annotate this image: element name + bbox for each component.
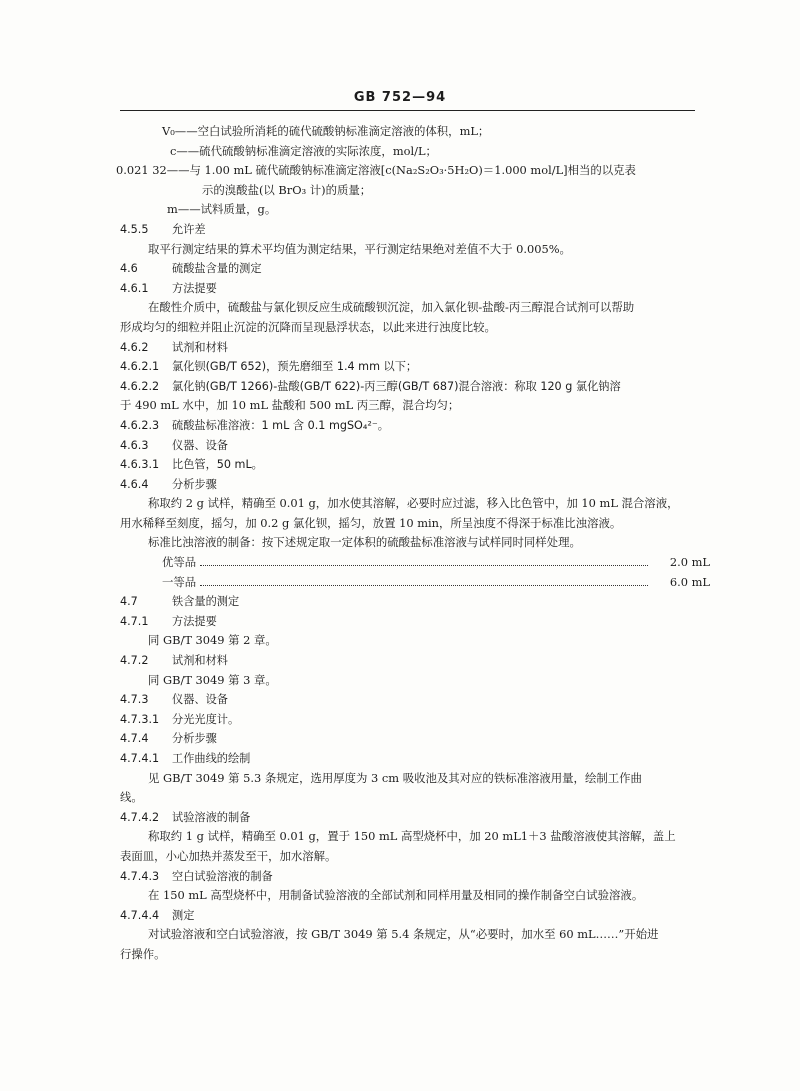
grade-value: 6.0 mL (669, 574, 710, 589)
definition-coefficient: 0.021 32 —— 与 1.00 mL 硫代硫酸钠标准滴定溶液[c(Na₂S₂O₃·5H₂O)＝1.000 mol/L]相当的以克表 (116, 161, 710, 181)
section-4-6-2-1: 4.6.2.1 氯化钡(GB/T 652)，预先磨细至 1.4 mm 以下； (120, 360, 418, 374)
section-4-6-2-3: 4.6.2.3 硫酸盐标准溶液：1 mL 含 0.1 mgSO₄²⁻。 (120, 418, 389, 432)
definition-continuation (120, 181, 710, 201)
section-4-7-4: 4.7.4 分析步骤 (120, 732, 217, 746)
paragraph: 取平行测定结果的算术平均值为测定结果，平行测定结果绝对差值不大于 0.005%。 (148, 241, 571, 256)
section-4-6-2: 4.6.2 试剂和材料 (120, 340, 228, 354)
paragraph-continuation: 用水稀释至刻度，摇匀，加 0.2 g 氯化钡，摇匀，放置 10 min，所呈浊度不得深于标准比浊溶液。 (120, 515, 622, 530)
paragraph: 同 GB/T 3049 第 2 章。 (148, 633, 277, 648)
paragraph: 标准比浊溶液的制备：按下述规定取一定体积的硫酸盐标准溶液与试样同时同样处理。 (148, 535, 581, 550)
grade-row-first (120, 573, 710, 593)
paragraph-continuation: 行操作。 (120, 946, 166, 961)
grade-label: 一等品 (162, 574, 197, 589)
paragraph: 在 150 mL 高型烧杯中，用制备试验溶液的全部试剂和同样用量及相同的操作制备空白试验溶液。 (148, 888, 644, 903)
paragraph: 见 GB/T 3049 第 5.3 条规定，选用厚度为 3 cm 吸收池及其对应的铁标准溶液用量，绘制工作曲 (148, 770, 642, 785)
section-4-6-1: 4.6.1 方法提要 (120, 281, 217, 295)
document-body (116, 122, 710, 965)
definition-symbol: V₀ (162, 124, 175, 138)
standard-number-header: GB 752—94 (353, 90, 447, 105)
section-4-7-3: 4.7.3 仪器、设备 (120, 693, 228, 707)
paragraph: 在酸性介质中，硫酸盐与氯化钡反应生成硫酸钡沉淀，加入氯化钡-盐酸-丙三醇混合试剂可以帮助 (148, 300, 635, 315)
section-4-7-2: 4.7.2 试剂和材料 (120, 654, 228, 668)
section-4-7-4-3: 4.7.4.3 空白试验溶液的制备 (120, 869, 273, 883)
section-4-7-1: 4.7.1 方法提要 (120, 614, 217, 628)
grade-value: 2.0 mL (669, 555, 710, 570)
paragraph-continuation: 线。 (120, 790, 143, 805)
section-4-6-2-2: 4.6.2.2 氯化钠(GB/T 1266)-盐酸(GB/T 622)-丙三醇(GB/T 687)混合溶液：称取 120 g 氯化钠溶 (120, 379, 621, 393)
definition-text: 硫代硫酸钠标准滴定溶液的实际浓度，mol/L； (199, 143, 437, 158)
grade-label: 优等品 (162, 555, 197, 570)
leader-dots (200, 585, 648, 586)
paragraph-continuation: 于 490 mL 水中，加 10 mL 盐酸和 500 mL 丙三醇，混合均匀； (120, 398, 460, 413)
definition-symbol: m (167, 202, 178, 217)
section-4-6-4: 4.6.4 分析步骤 (120, 477, 217, 491)
definition-v0: V₀ —— 空白试验所消耗的硫代硫酸钠标准滴定溶液的体积，mL； (120, 122, 710, 142)
grade-row-premium (120, 553, 710, 573)
symbol-definitions (116, 122, 710, 220)
definition-text: 空白试验所消耗的硫代硫酸钠标准滴定溶液的体积，mL； (197, 124, 490, 138)
leader-dots (200, 565, 648, 566)
header-rule (120, 110, 695, 111)
paragraph: 对试验溶液和空白试验溶液，按 GB/T 3049 第 5.4 条规定，从“必要时，加水至 60 mL……”开始进 (148, 927, 659, 942)
definition-symbol: c (170, 143, 177, 158)
paragraph-continuation: 形成均匀的细粒并阻止沉淀的沉降而呈现悬浮状态，以此来进行浊度比较。 (120, 319, 496, 334)
definition-text: 与 1.00 mL 硫代硫酸钠标准滴定溶液[c(Na₂S₂O₃·5H₂O)＝1.000 mol/L]相当的以克表 (189, 163, 636, 178)
section-4-7-4-2: 4.7.4.2 试验溶液的制备 (120, 810, 251, 824)
paragraph-continuation: 表面皿，小心加热并蒸发至干，加水溶解。 (120, 848, 337, 863)
definition-m: m —— 试料质量，g。 (120, 200, 710, 220)
section-4-7-4-1: 4.7.4.1 工作曲线的绘制 (120, 752, 251, 765)
definition-c: c —— 硫代硫酸钠标准滴定溶液的实际浓度，mol/L； (120, 142, 710, 162)
definition-text: 试料质量，g。 (200, 202, 277, 217)
section-4-7: 4.7 铁含量的测定 (120, 595, 240, 609)
definition-text: 示的溴酸盐(以 BrO₃ 计)的质量； (202, 182, 372, 197)
paragraph: 称取约 1 g 试样，精确至 0.01 g，置于 150 mL 高型烧杯中，加 20 mL1＋3 盐酸溶液使其溶解，盖上 (148, 829, 676, 844)
section-4-5-5: 4.5.5 允许差 (120, 222, 206, 236)
section-4-6-3: 4.6.3 仪器、设备 (120, 438, 228, 452)
section-4-7-3-1: 4.7.3.1 分光光度计。 (120, 712, 240, 726)
definition-symbol: 0.021 32 (116, 163, 167, 178)
section-4-6: 4.6 硫酸盐含量的测定 (120, 262, 262, 276)
paragraph: 称取约 2 g 试样，精确至 0.01 g，加水使其溶解，必要时应过滤，移入比色管中，加 10 mL 混合溶液， (148, 496, 679, 511)
section-4-6-3-1: 4.6.3.1 比色管，50 mL。 (120, 458, 263, 472)
section-4-7-4-4: 4.7.4.4 测定 (120, 908, 195, 922)
paragraph: 同 GB/T 3049 第 3 章。 (148, 672, 277, 687)
